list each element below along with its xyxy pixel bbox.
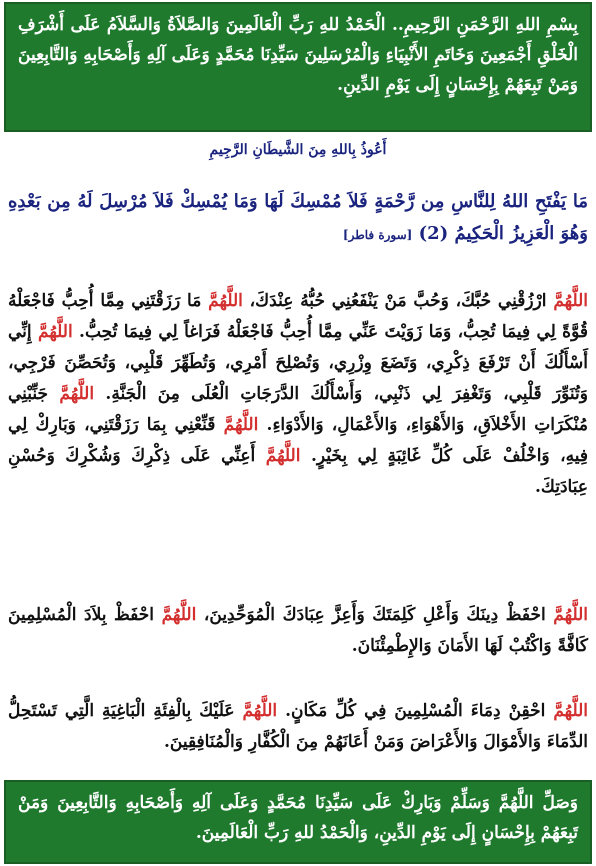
dua-text: احْفَظْ بِلاَدَ الْمُسْلِمِينَ كَافَّةً وَاكْتُبْ لَهَا الأَمَانَ وَالإِطْمِئْنَانَ. [8, 605, 588, 656]
dua-text: عَلَيْكَ بِالْفِئَةِ الْبَاغِيَةِ الَّتِي تَسْتَحِلُّ الدِّمَاءَ وَالأَمْوَالَ وَالأَعْرَاضَ وَمَنْ أَعَانَهُمْ مِنَ الْكُفَّارِ وَالْمُنَافِقِينَ. [8, 701, 588, 752]
dua-paragraph-1 [8, 286, 588, 503]
header-text: بِسْمِ اللهِ الرَّحْمَنِ الرَّحِيمِ.. الْحَمْدُ للهِ رَبِّ الْعَالَمِينَ وَالصَّلاَةُ وَالسَّلاَمُ عَلَى أَشْرَفِ الْخَلْقِ أَجْمَعِينَ وَخَاتَمِ الأَنْبِيَاءِ وَالْمُرْسَلِينَ سَيِّدِنَا مُحَمَّدٍ وَعَلَى آلِهِ وَأَصْحَابِهِ وَالتَّابِعِينَ وَمَنْ تَبِعَهُمْ بِإِحْسَانٍ إِلَى يَوْمِ الدِّينِ. [18, 15, 578, 95]
verse-reference: [سورة فاطر] [342, 228, 413, 242]
allahumma-label: اللَّهُمَّ [38, 322, 73, 342]
dua-paragraph-3 [8, 696, 588, 758]
allahumma-label: اللَّهُمَّ [553, 701, 589, 721]
allahumma-label: اللَّهُمَّ [242, 701, 278, 721]
dua-text: احْفَظْ دِينَكَ وَأَعْلِ كَلِمَتَكَ وَأَعِزَّ عِبَادَكَ الْمُوَحِّدِينَ، [196, 605, 546, 625]
allahumma-label: اللَّهُمَّ [553, 291, 589, 311]
dua-text: أَعِنِّي عَلَى ذِكْرِكَ وَشُكْرِكَ وَحُسْنِ عِبَادَتِكَ. [8, 446, 588, 497]
quran-verse [8, 186, 588, 251]
dua-text: مَا رَزَقْتَنِي مِمَّا أُحِبُّ فَاجْعَلْهُ قُوَّةً لِي فِيمَا تُحِبُّ، وَمَا زَوَيْتَ عَنِّي مِمَّا أُحِبُّ فَاجْعَلْهُ فَرَاغاً لِي فِيمَا تُحِبُّ. [8, 291, 588, 342]
header-box [4, 2, 592, 132]
allahumma-label: اللَّهُمَّ [265, 446, 301, 466]
allahumma-label: اللَّهُمَّ [208, 291, 243, 311]
dua-text: قَنِّعْنِي بِمَا رَزَقْتَنِي، وَبَارِكْ لِي فِيهِ، وَاخْلُفْ عَلَى كُلِّ غَائِبَةٍ لِي بِخَيْرٍ. [8, 415, 588, 466]
allahumma-label: اللَّهُمَّ [223, 415, 259, 435]
dua-text: ارْزُقْنِي حُبَّكَ، وَحُبَّ مَنْ يَنْفَعُنِي حُبُّهُ عِنْدَكَ، [242, 291, 547, 311]
verse-text: مَا يَفْتَحِ اللهُ لِلنَّاسِ مِن رَّحْمَةٍ فَلاَ مُمْسِكَ لَهَا وَمَا يُمْسِكْ فَلاَ مُرْسِلَ لَهُ مِن بَعْدِهِ وَهُوَ الْعَزِيزُ الْحَكِيمُ (2) [8, 191, 588, 244]
dua-text: إِنِّي أَسْأَلُكَ أَنْ تَرْفَعَ ذِكْرِي، وَتَضَعَ وِزْرِي، وَتُصْلِحَ أَمْرِي، وَتُطَهِّرَ قَلْبِي، وَتُحَصِّنَ فَرْجِي، وَتُنَوِّرَ قَلْبِي، وَتَغْفِرَ لِي ذَنْبِي، وَأَسْأَلُكَ الدَّرَجَاتِ الْعُلَى مِنَ الْجَنَّةِ. [8, 322, 588, 404]
allahumma-label: اللَّهُمَّ [553, 605, 588, 625]
dua-text: جَنِّبْنِي مُنْكَرَاتِ الأَخْلاَقِ، وَالأَهْوَاءِ، وَالأَعْمَالِ، وَالأَدْوَاءِ. [8, 384, 589, 435]
dua-text: احْقِنْ دِمَاءَ الْمُسْلِمِينَ فِي كُلِّ مَكَانٍ. [277, 701, 546, 721]
dua-paragraph-2 [8, 600, 588, 662]
footer-text: وَصَلِّ اللَّهُمَّ وَسَلِّمْ وَبَارِكْ عَلَى سَيِّدِنَا مُحَمَّدٍ وَعَلَى آلِهِ وَأَصْحَابِهِ وَالتَّابِعِينَ وَمَنْ تَبِعَهُمْ بِإِحْسَانٍ إِلَى يَوْمِ الدِّينِ، وَالْحَمْدُ للهِ رَبِّ الْعَالَمِينَ. [18, 793, 578, 843]
allahumma-label: اللَّهُمَّ [59, 384, 95, 404]
istiadha: أَعُوذُ بِاللهِ مِنَ الشَّيطَانِ الرَّجِيمِ [209, 142, 387, 158]
footer-box [4, 780, 592, 864]
allahumma-label: اللَّهُمَّ [161, 605, 197, 625]
